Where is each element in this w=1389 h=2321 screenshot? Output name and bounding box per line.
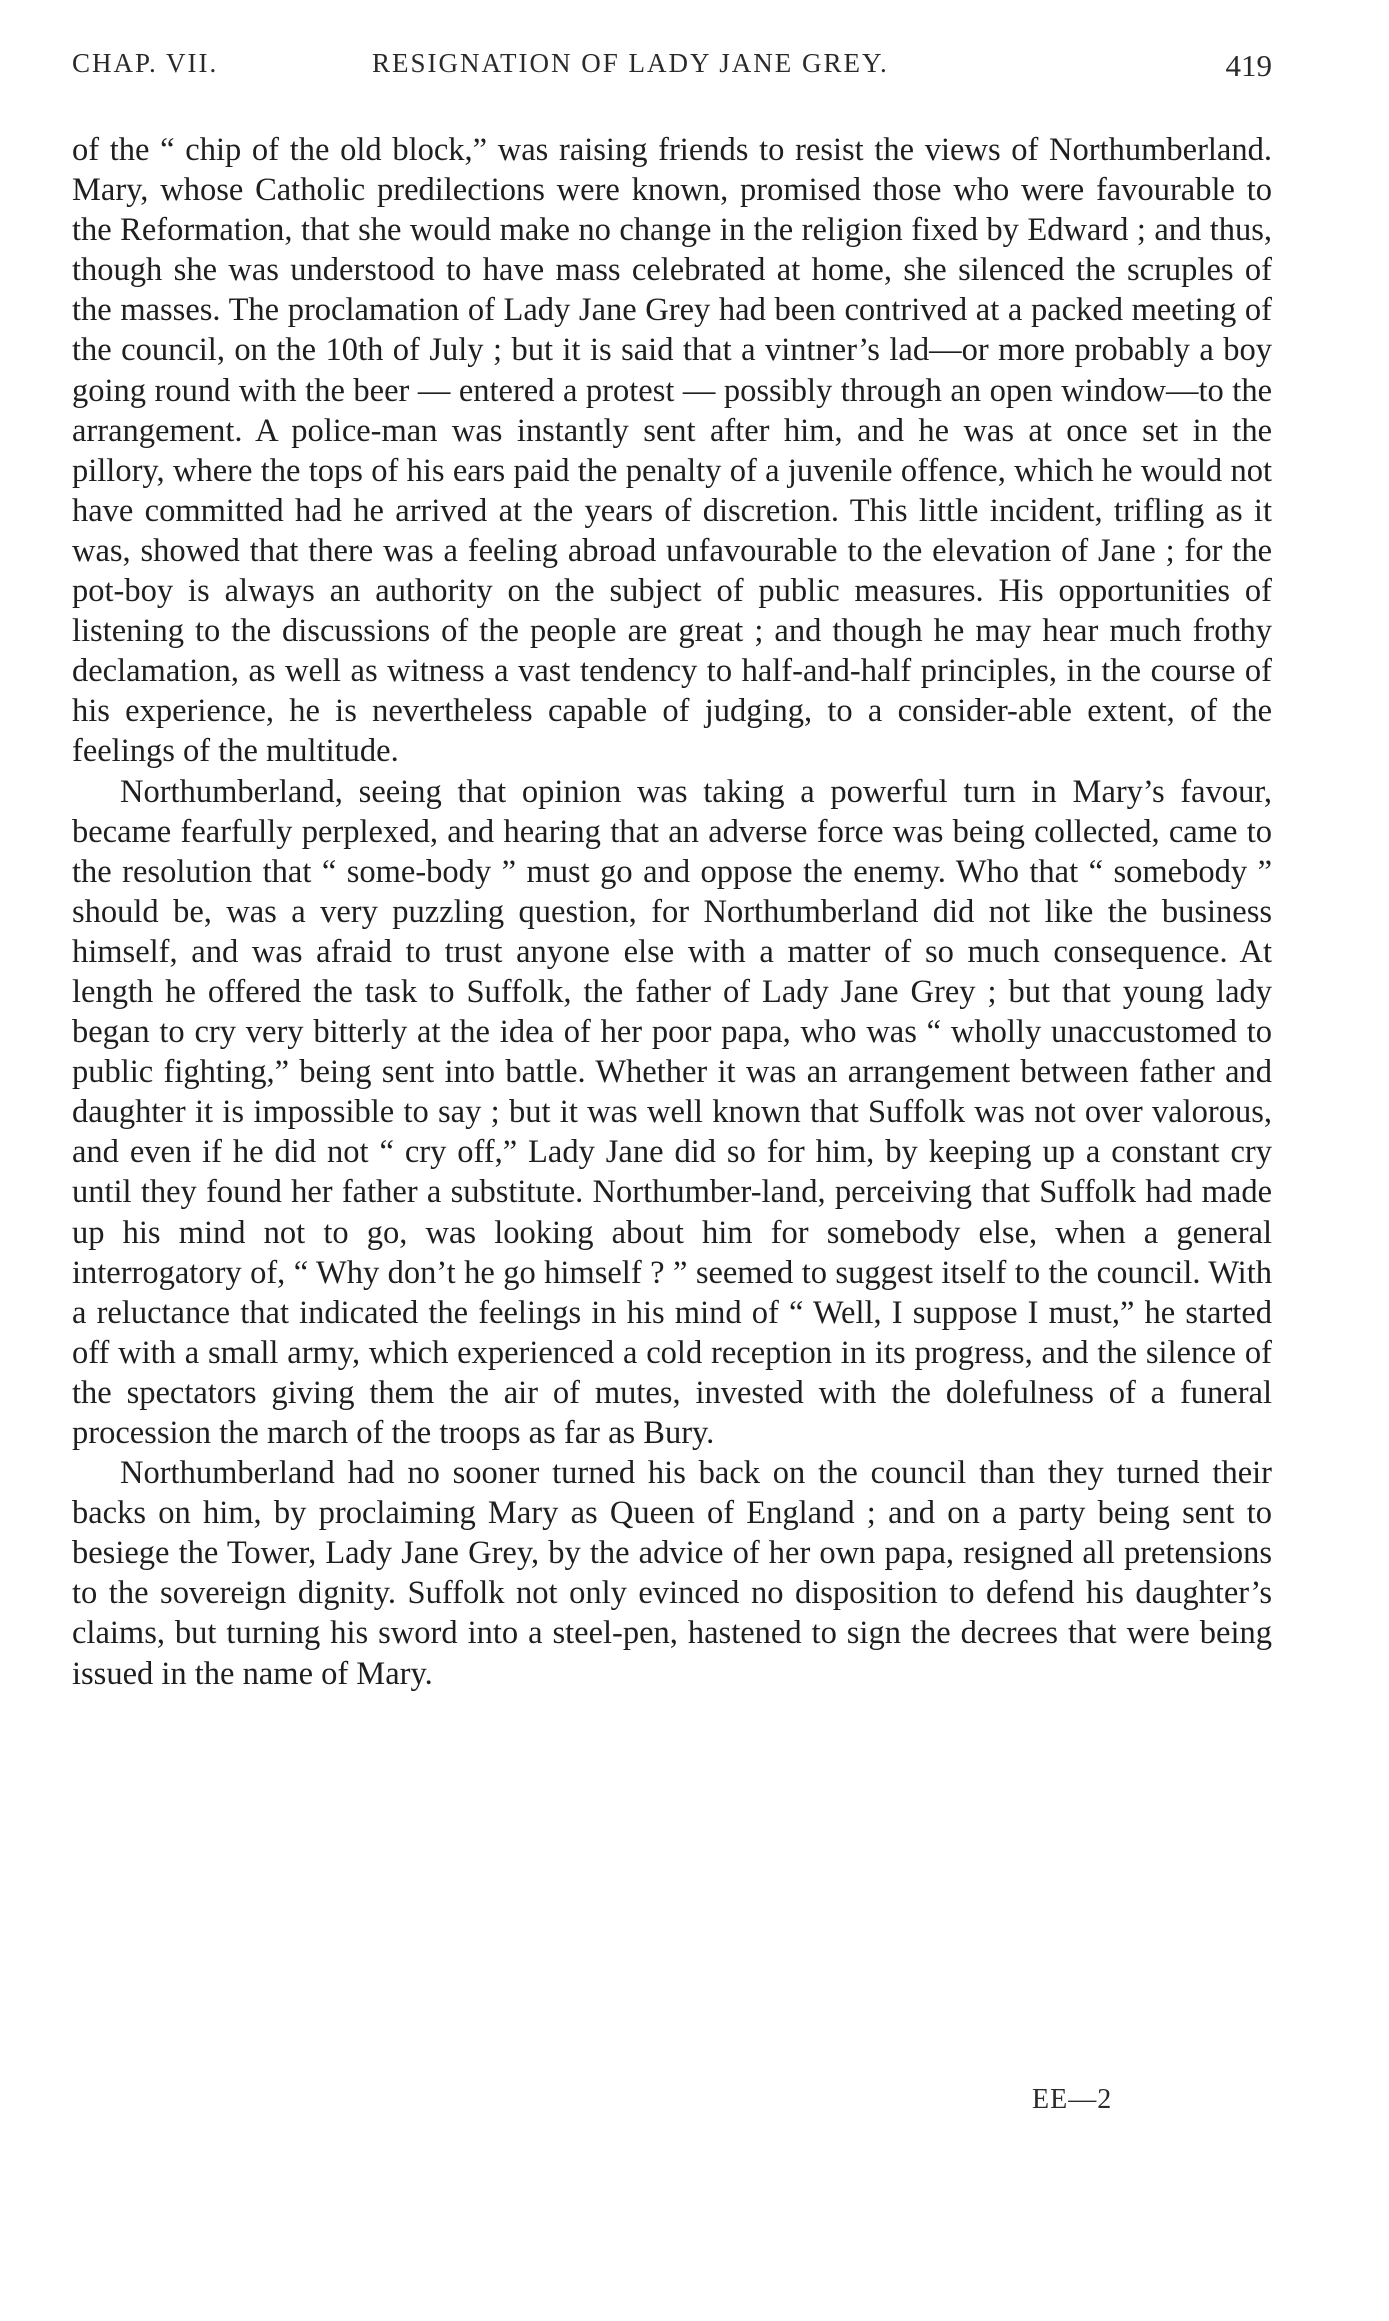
paragraph-3: Northumberland had no sooner turned his back on the council than they turned their backs on him, by proclaiming Mary as Queen of England ; and on a party being sent to besiege the Tower, Lady Jane Grey, by the advice of her own papa, resigned all pretensions to the sovereign dignity. Suffolk not only evinced no disposition to defend his daughter’s claims, but turning his sword into a steel-pen, hastened to sign the decrees that were being issued in the name of Mary. (72, 1455, 1272, 1692)
paragraph-2: Northumberland, seeing that opinion was taking a powerful turn in Mary’s favour, became fearfully perplexed, and hearing that an adverse force was being collected, came to the resolution that “ some-body ” must go and oppose the enemy. Who that “ somebody ” should be, was a very puzzling question, for Northumberland did not like the business himself, and was afraid to trust anyone else with a matter of so much consequence. At length he offered the task to Suffolk, the father of Lady Jane Grey ; but that young lady began to cry very bitterly at the idea of her poor papa, who was “ wholly unaccustomed to public fighting,” being sent into battle. Whether it was an arrangement between father and daughter it is impossible to say ; but it was well known that Suffolk was not over valorous, and even if he did not “ cry off,” Lady Jane did so for him, by keeping up a constant cry until they found her father a substitute. Northumber-land, perceiving that Suffolk had made up his mind not to go, was looking about him for somebody else, when a general interrogatory of, “ Why don’t he go himself ? ” seemed to suggest itself to the council. With a reluctance that indicated the feelings in his mind of “ Well, I suppose I must,” he started off with a small army, which experienced a cold reception in its progress, and the silence of the spectators giving them the air of mutes, invested with the dolefulness of a funeral procession the march of the troops as far as Bury. (72, 773, 1272, 1451)
book-page (72, 48, 1272, 2288)
running-header (72, 48, 1272, 88)
running-title: RESIGNATION OF LADY JANE GREY. (372, 48, 889, 78)
body-text (72, 130, 1272, 1694)
printer-signature: EE—2 (1032, 2084, 1113, 2115)
page-number: 419 (1225, 48, 1272, 83)
paragraph-1: of the “ chip of the old block,” was raising friends to resist the views of Northumberland. Mary, whose Catholic predilections were known, promised those who were favourable to the Reformation, that she would make no change in the religion fixed by Edward ; and thus, though she was understood to have mass celebrated at home, she silenced the scruples of the masses. The proclamation of Lady Jane Grey had been contrived at a packed meeting of the council, on the 10th of July ; but it is said that a vintner’s lad—or more probably a boy going round with the beer — entered a protest — possibly through an open window—to the arrangement. A police-man was instantly sent after him, and he was at once set in the pillory, where the tops of his ears paid the penalty of a juvenile offence, which he would not have committed had he arrived at the years of discretion. This little incident, trifling as it was, showed that there was a feeling abroad unfavourable to the elevation of Jane ; for the pot-boy is always an authority on the subject of public measures. His opportunities of listening to the discussions of the people are great ; and though he may hear much frothy declamation, as well as witness a vast tendency to half-and-half principles, in the course of his experience, he is nevertheless capable of judging, to a consider-able extent, of the feelings of the multitude. (72, 132, 1272, 770)
chapter-label: CHAP. VII. (72, 48, 219, 78)
